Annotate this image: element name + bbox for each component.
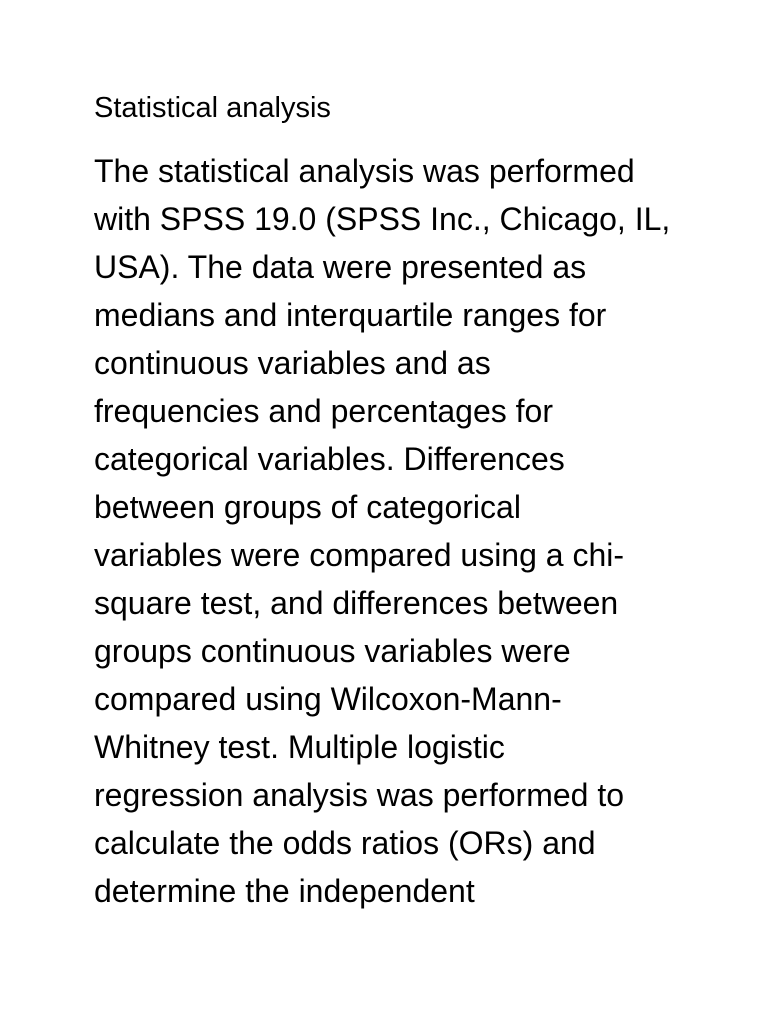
paragraph-line: medians and interquartile ranges for — [94, 297, 607, 333]
paragraph-line: Whitney test. Multiple logistic — [94, 729, 505, 765]
paragraph-line: between groups of categorical — [94, 489, 521, 525]
paragraph-line: with SPSS 19.0 (SPSS Inc., Chicago, IL, — [94, 201, 671, 237]
paragraph-line: compared using Wilcoxon-Mann- — [94, 681, 562, 717]
paragraph-line: determine the independent — [94, 873, 475, 909]
paragraph — [94, 147, 734, 915]
paragraph-line: The statistical analysis was performed — [94, 153, 635, 189]
paragraph-line: categorical variables. Differences — [94, 441, 565, 477]
paragraph-line: frequencies and percentages for — [94, 393, 553, 429]
paragraph-line: variables were compared using a chi- — [94, 537, 625, 573]
paragraph-line: USA). The data were presented as — [94, 249, 587, 285]
section-heading: Statistical analysis — [94, 92, 331, 124]
paragraph-line: continuous variables and as — [94, 345, 491, 381]
paragraph-line: square test, and differences between — [94, 585, 619, 621]
paragraph-line: regression analysis was performed to — [94, 777, 625, 813]
paragraph-line: groups continuous variables were — [94, 633, 571, 669]
paragraph-line: calculate the odds ratios (ORs) and — [94, 825, 596, 861]
